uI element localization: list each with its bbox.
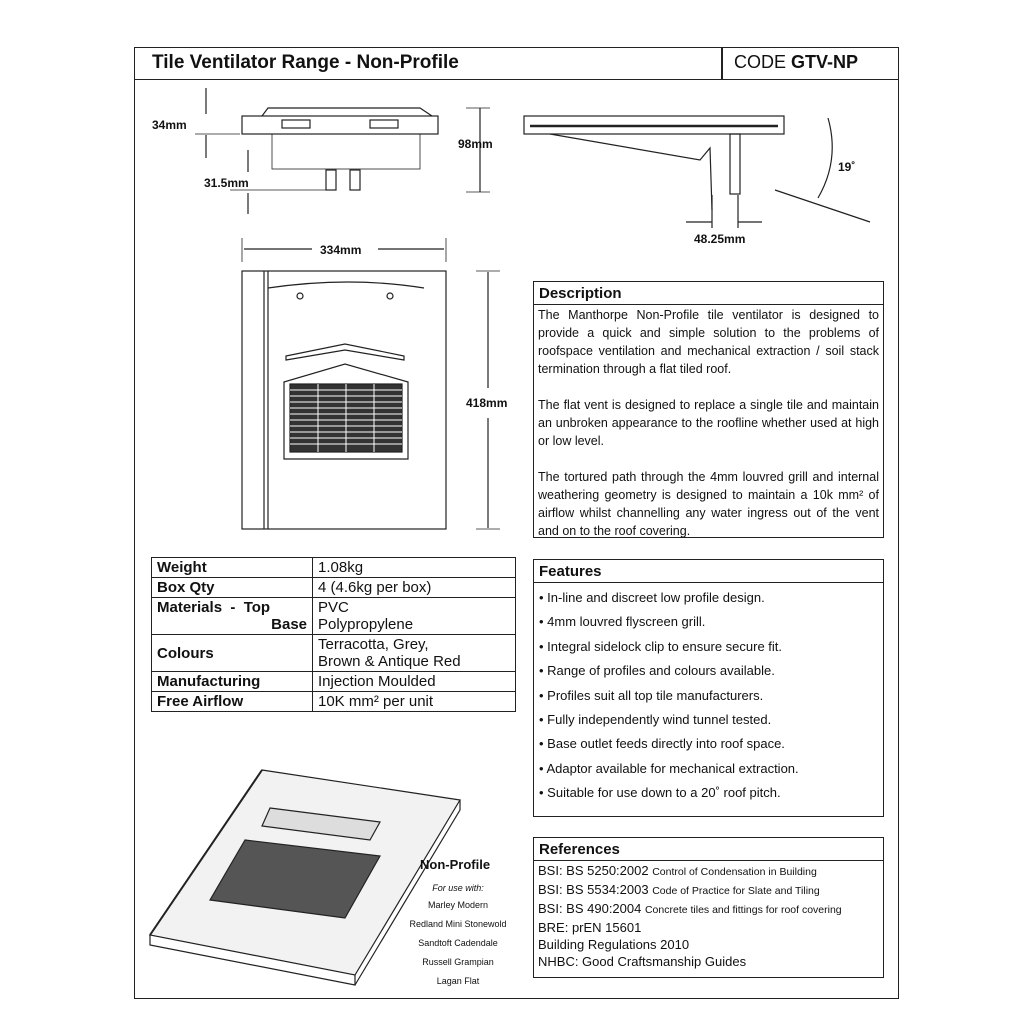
spec-key-line: Materials - Top — [157, 599, 271, 616]
description-heading: Description — [534, 282, 883, 305]
table-row — [152, 692, 516, 712]
spec-value: 1.08kg — [313, 558, 516, 578]
bullet-icon: • — [539, 785, 548, 801]
feature-text: Suitable for use down to a 20˚ roof pitch. — [547, 785, 781, 801]
features-list — [539, 590, 799, 810]
feature-item — [539, 590, 799, 614]
feature-item — [539, 785, 799, 809]
feature-item — [539, 663, 799, 687]
bullet-icon: • — [539, 736, 548, 752]
section-drawing — [524, 116, 870, 228]
table-row — [152, 558, 516, 578]
reference-code: BSI: BS 5250:2002 — [538, 863, 653, 878]
spec-key: Colours — [152, 635, 313, 672]
dim-angle: 19˚ — [838, 160, 856, 174]
description-box — [533, 281, 884, 538]
table-row — [152, 672, 516, 692]
dim-width: 334mm — [320, 243, 362, 257]
reference-description: Code of Practice for Slate and Tiling — [652, 885, 820, 897]
spec-value-line: Brown & Antique Red — [318, 653, 461, 670]
description-text — [538, 306, 879, 558]
description-paragraph: The flat vent is designed to replace a single tile and maintain an unbroken appearance to the roofline whether used at high or low level. — [538, 398, 879, 448]
compatible-tile: Marley Modern — [427, 900, 489, 910]
spec-value-line: PVC — [318, 599, 349, 616]
spec-key — [152, 598, 313, 635]
spec-value-line: Terracotta, Grey, — [318, 636, 429, 653]
code-value: GTV-NP — [791, 52, 859, 72]
feature-item — [539, 712, 799, 736]
feature-item — [539, 736, 799, 760]
reference-description: Control of Condensation in Building — [652, 866, 817, 878]
spec-key: Manufacturing — [152, 672, 313, 692]
spec-key: Free Airflow — [152, 692, 313, 712]
spec-value: 10K mm² per unit — [313, 692, 516, 712]
features-heading: Features — [534, 560, 883, 583]
reference-item — [538, 936, 842, 953]
compatible-tile: Russell Grampian — [422, 957, 494, 967]
page-title: Tile Ventilator Range - Non-Profile — [152, 52, 459, 73]
side-elevation-drawing — [195, 88, 490, 214]
bullet-icon: • — [539, 663, 548, 679]
features-box — [533, 559, 884, 817]
feature-item — [539, 761, 799, 785]
product-panel-title: Non-Profile — [420, 857, 491, 872]
table-row — [152, 578, 516, 598]
bullet-icon: • — [539, 711, 548, 727]
feature-text: 4mm louvred flyscreen grill. — [547, 614, 706, 630]
feature-text: Profiles suit all top tile manufacturers. — [547, 687, 764, 703]
feature-text: Adaptor available for mechanical extraction. — [546, 760, 799, 776]
spec-key-line: Base — [271, 616, 307, 633]
description-paragraph: The Manthorpe Non-Profile tile ventilator is designed to provide a quick and simple solution to the problems of roofspace ventilation and mechanical extraction / soil stack termination through a flat tiled roof. — [538, 308, 879, 376]
dim-length: 418mm — [466, 396, 508, 410]
compatible-tile: Sandtoft Cadendale — [418, 938, 498, 948]
bullet-icon: • — [539, 614, 548, 630]
spec-value — [313, 635, 516, 672]
spec-value: 4 (4.6kg per box) — [313, 578, 516, 598]
bullet-icon: • — [539, 760, 547, 776]
references-list — [538, 862, 842, 970]
references-box — [533, 837, 884, 978]
table-row — [152, 635, 516, 672]
feature-item — [539, 614, 799, 638]
feature-text: Range of profiles and colours available. — [547, 663, 775, 679]
product-illustration — [150, 770, 460, 985]
code-prefix: CODE — [734, 52, 792, 72]
compatible-tile: Lagan Flat — [436, 976, 480, 986]
product-panel-subtitle: For use with: — [432, 883, 484, 893]
dim-clip-width: 48.25mm — [694, 232, 746, 246]
spec-value-line: Polypropylene — [318, 616, 414, 633]
bullet-icon: • — [539, 638, 548, 654]
description-paragraph: The tortured path through the 4mm louvred grill and internal weathering geometry is designed to maintain a 10k mm² of airflow whilst channelling any water ingress out of the vent and on to the roof covering. — [538, 470, 879, 538]
spec-key: Box Qty — [152, 578, 313, 598]
reference-item — [538, 900, 842, 919]
reference-code: BRE: prEN 15601 — [538, 920, 642, 935]
dim-total-height: 98mm — [458, 137, 493, 151]
spec-table — [151, 557, 516, 712]
spec-value — [313, 598, 516, 635]
reference-code: BSI: BS 5534:2003 — [538, 882, 653, 897]
reference-description: Concrete tiles and fittings for roof covering — [644, 904, 842, 916]
feature-item — [539, 639, 799, 663]
reference-item — [538, 862, 842, 881]
reference-item — [538, 881, 842, 900]
compatible-tile: Redland Mini Stonewold — [409, 919, 507, 929]
plan-view-drawing — [242, 238, 500, 529]
reference-item — [538, 953, 842, 970]
spec-value: Injection Moulded — [313, 672, 516, 692]
reference-code: Building Regulations 2010 — [538, 937, 690, 952]
dim-bottom-offset: 31.5mm — [204, 176, 249, 190]
feature-text: Integral sidelock clip to ensure secure fit. — [547, 638, 783, 654]
bullet-icon: • — [539, 687, 548, 703]
feature-text: Fully independently wind tunnel tested. — [547, 711, 772, 727]
feature-text: In-line and discreet low profile design. — [547, 590, 765, 605]
table-row — [152, 598, 516, 635]
reference-code: NHBC: Good Craftsmanship Guides — [538, 954, 747, 969]
spec-key: Weight — [152, 558, 313, 578]
bullet-icon: • — [539, 590, 548, 605]
feature-text: Base outlet feeds directly into roof space. — [547, 736, 785, 752]
references-heading: References — [534, 838, 883, 861]
feature-item — [539, 688, 799, 712]
reference-code: BSI: BS 490:2004 — [538, 901, 645, 916]
reference-item — [538, 919, 842, 936]
dim-top-height: 34mm — [152, 118, 187, 132]
